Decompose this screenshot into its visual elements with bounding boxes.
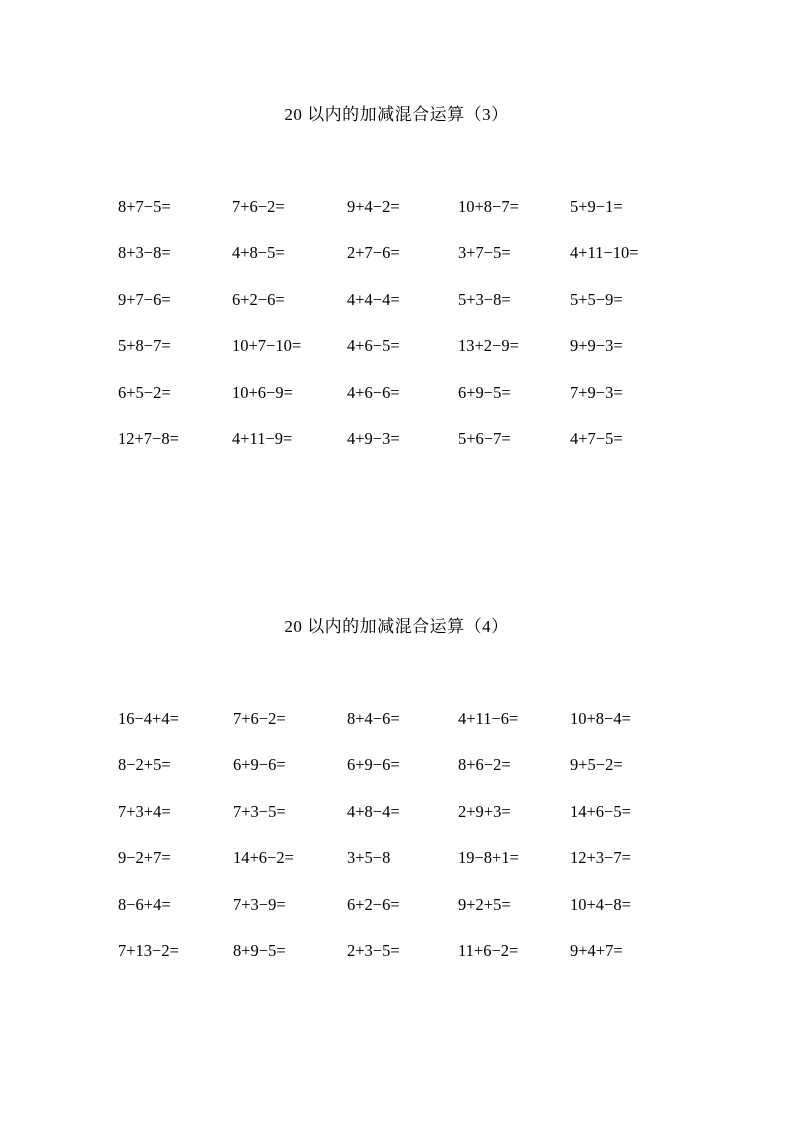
math-problem: 13+2−9= [458,336,519,356]
math-problem: 8+7−5= [118,197,171,216]
math-problem: 8+9−5= [233,940,286,960]
math-problem: 6+5−2= [118,382,171,402]
math-problem: 8−2+5= [118,755,171,775]
math-problem: 2+3−5= [347,940,400,960]
math-problem: 7+6−2= [233,709,286,728]
math-problem: 12+7−8= [118,428,179,448]
math-problem: 4+4−4= [347,289,400,309]
math-problem: 7+3+4= [118,801,171,821]
math-problem: 7+3−9= [233,894,286,914]
math-problem: 4+8−4= [347,801,400,821]
math-problem: 5+6−7= [458,428,511,448]
math-problem: 4+9−3= [347,428,400,448]
math-problem: 3+5−8 [347,848,391,868]
math-problem: 8+3−8= [118,243,171,263]
math-problem: 8+4−6= [347,709,400,728]
math-problem: 9+9−3= [570,336,623,356]
math-problem: 10+7−10= [232,336,302,356]
math-problem: 11+6−2= [458,940,519,960]
section-title: 20 以内的加减混合运算（4） [284,617,509,636]
math-problem: 4+11−9= [232,428,293,448]
math-problem: 5+8−7= [118,336,171,356]
math-problem: 10+8−4= [570,709,631,728]
math-problem: 7+9−3= [570,382,623,402]
math-problem: 6+9−5= [458,382,511,402]
section-title: 20 以内的加减混合运算（3） [284,105,509,124]
math-problem: 6+2−6= [232,289,285,309]
math-problem: 10+6−9= [232,382,293,402]
math-problem: 9+2+5= [458,894,511,914]
math-problem: 4+6−5= [347,336,400,356]
math-problem: 6+9−6= [347,755,400,775]
math-problem: 4+7−5= [570,428,623,448]
math-problem: 2+9+3= [458,801,511,821]
problem-grid [118,195,684,473]
math-problem: 5+9−1= [570,197,623,216]
math-problem: 6+2−6= [347,894,400,914]
math-problem: 3+7−5= [458,243,511,263]
math-problem: 8+6−2= [458,755,511,775]
math-problem: 4+8−5= [232,243,285,263]
problem-grid [118,707,684,985]
math-problem: 9+4+7= [570,940,623,960]
math-problem: 7+3−5= [233,801,286,821]
math-problem: 9−2+7= [118,848,171,868]
math-problem: 6+9−6= [233,755,286,775]
math-problem: 14+6−5= [570,801,631,821]
math-problem: 2+7−6= [347,243,400,263]
math-problem: 7+6−2= [232,197,285,216]
math-problem: 4+6−6= [347,382,400,402]
math-problem: 9+4−2= [347,197,400,216]
math-problem: 5+5−9= [570,289,623,309]
math-problem: 10+8−7= [458,197,519,216]
math-problem: 14+6−2= [233,848,294,868]
math-problem: 16−4+4= [118,709,179,728]
math-problem: 12+3−7= [570,848,631,868]
math-problem: 7+13−2= [118,940,179,960]
math-problem: 8−6+4= [118,894,171,914]
math-problem: 4+11−6= [458,709,519,728]
math-problem: 5+3−8= [458,289,511,309]
math-problem: 10+4−8= [570,894,631,914]
math-problem: 9+7−6= [118,289,171,309]
math-problem: 19−8+1= [458,848,519,868]
math-problem: 4+11−10= [570,243,639,263]
math-problem: 9+5−2= [570,755,623,775]
